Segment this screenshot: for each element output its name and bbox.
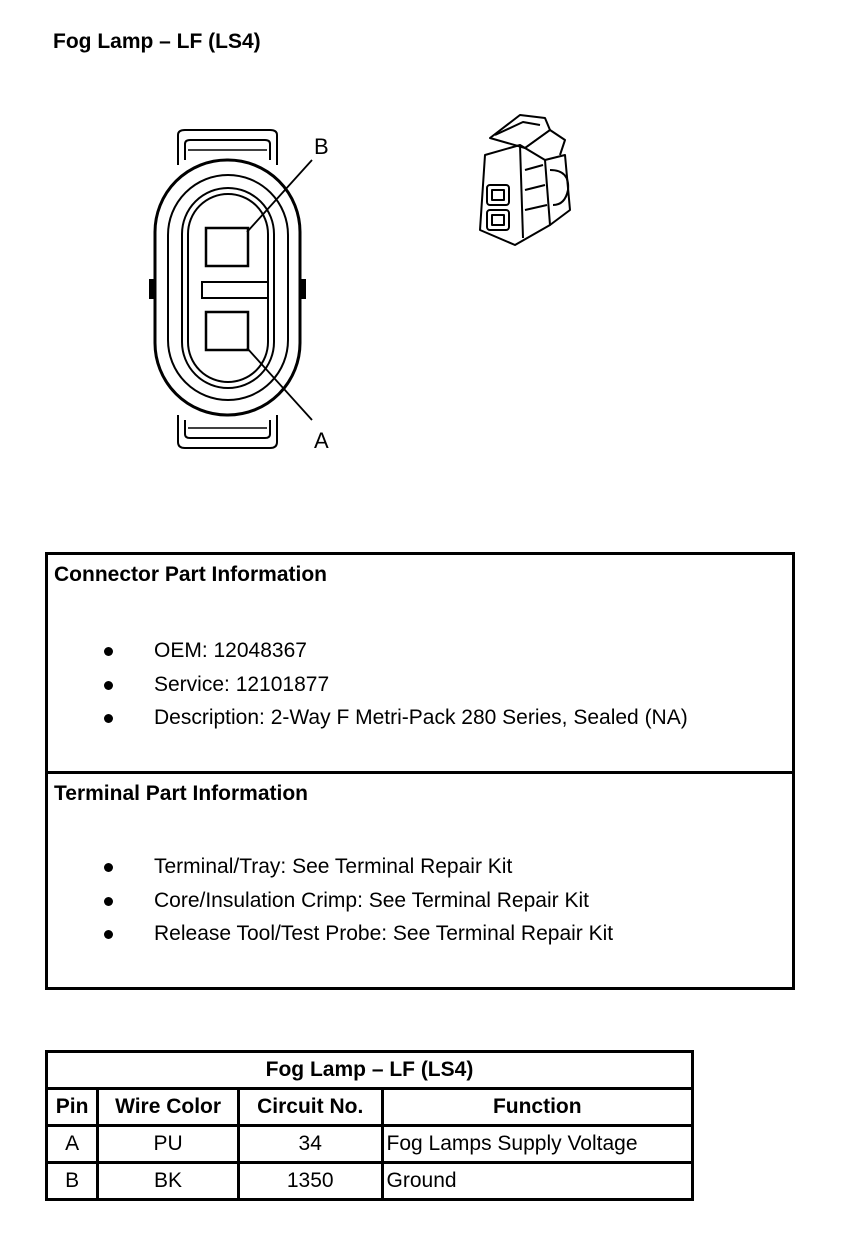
connector-info-list <box>100 634 688 735</box>
header-pin: Pin <box>47 1089 98 1126</box>
cell-wire-color: BK <box>98 1163 239 1200</box>
part-information-box <box>45 552 795 990</box>
table-row <box>47 1163 693 1200</box>
pin-label-a: A <box>314 428 329 453</box>
list-item: OEM: 12048367 <box>100 634 688 668</box>
page-title: Fog Lamp – LF (LS4) <box>53 30 261 53</box>
cell-function: Fog Lamps Supply Voltage <box>382 1126 692 1163</box>
cell-function: Ground <box>382 1163 692 1200</box>
bullet-icon <box>104 930 113 939</box>
connector-photo <box>465 110 585 255</box>
list-item: Terminal/Tray: See Terminal Repair Kit <box>100 850 613 884</box>
connector-part-info <box>48 555 792 774</box>
connector-info-heading: Connector Part Information <box>54 563 328 586</box>
list-item: Description: 2-Way F Metri-Pack 280 Series, Sealed (NA) <box>100 701 688 735</box>
header-function: Function <box>382 1089 692 1126</box>
pin-label-b: B <box>314 134 329 159</box>
list-item: Release Tool/Test Probe: See Terminal Repair Kit <box>100 917 613 951</box>
pin-table <box>45 1050 694 1201</box>
pin-table-title: Fog Lamp – LF (LS4) <box>47 1052 693 1089</box>
cell-circuit-no: 1350 <box>238 1163 382 1200</box>
cell-pin: A <box>47 1126 98 1163</box>
terminal-part-info <box>48 774 792 987</box>
list-item: Service: 12101877 <box>100 668 688 702</box>
terminal-info-heading: Terminal Part Information <box>54 782 308 805</box>
terminal-info-list <box>100 850 613 951</box>
table-row <box>47 1126 693 1163</box>
table-header-row <box>47 1089 693 1126</box>
bullet-icon <box>104 863 113 872</box>
cell-circuit-no: 34 <box>238 1126 382 1163</box>
header-wire-color: Wire Color <box>98 1089 239 1126</box>
cell-pin: B <box>47 1163 98 1200</box>
cell-wire-color: PU <box>98 1126 239 1163</box>
bullet-icon <box>104 647 113 656</box>
list-item: Core/Insulation Crimp: See Terminal Repair Kit <box>100 884 613 918</box>
bullet-icon <box>104 897 113 906</box>
header-circuit-no: Circuit No. <box>238 1089 382 1126</box>
bullet-icon <box>104 714 113 723</box>
bullet-icon <box>104 681 113 690</box>
connector-face-diagram <box>140 120 360 470</box>
